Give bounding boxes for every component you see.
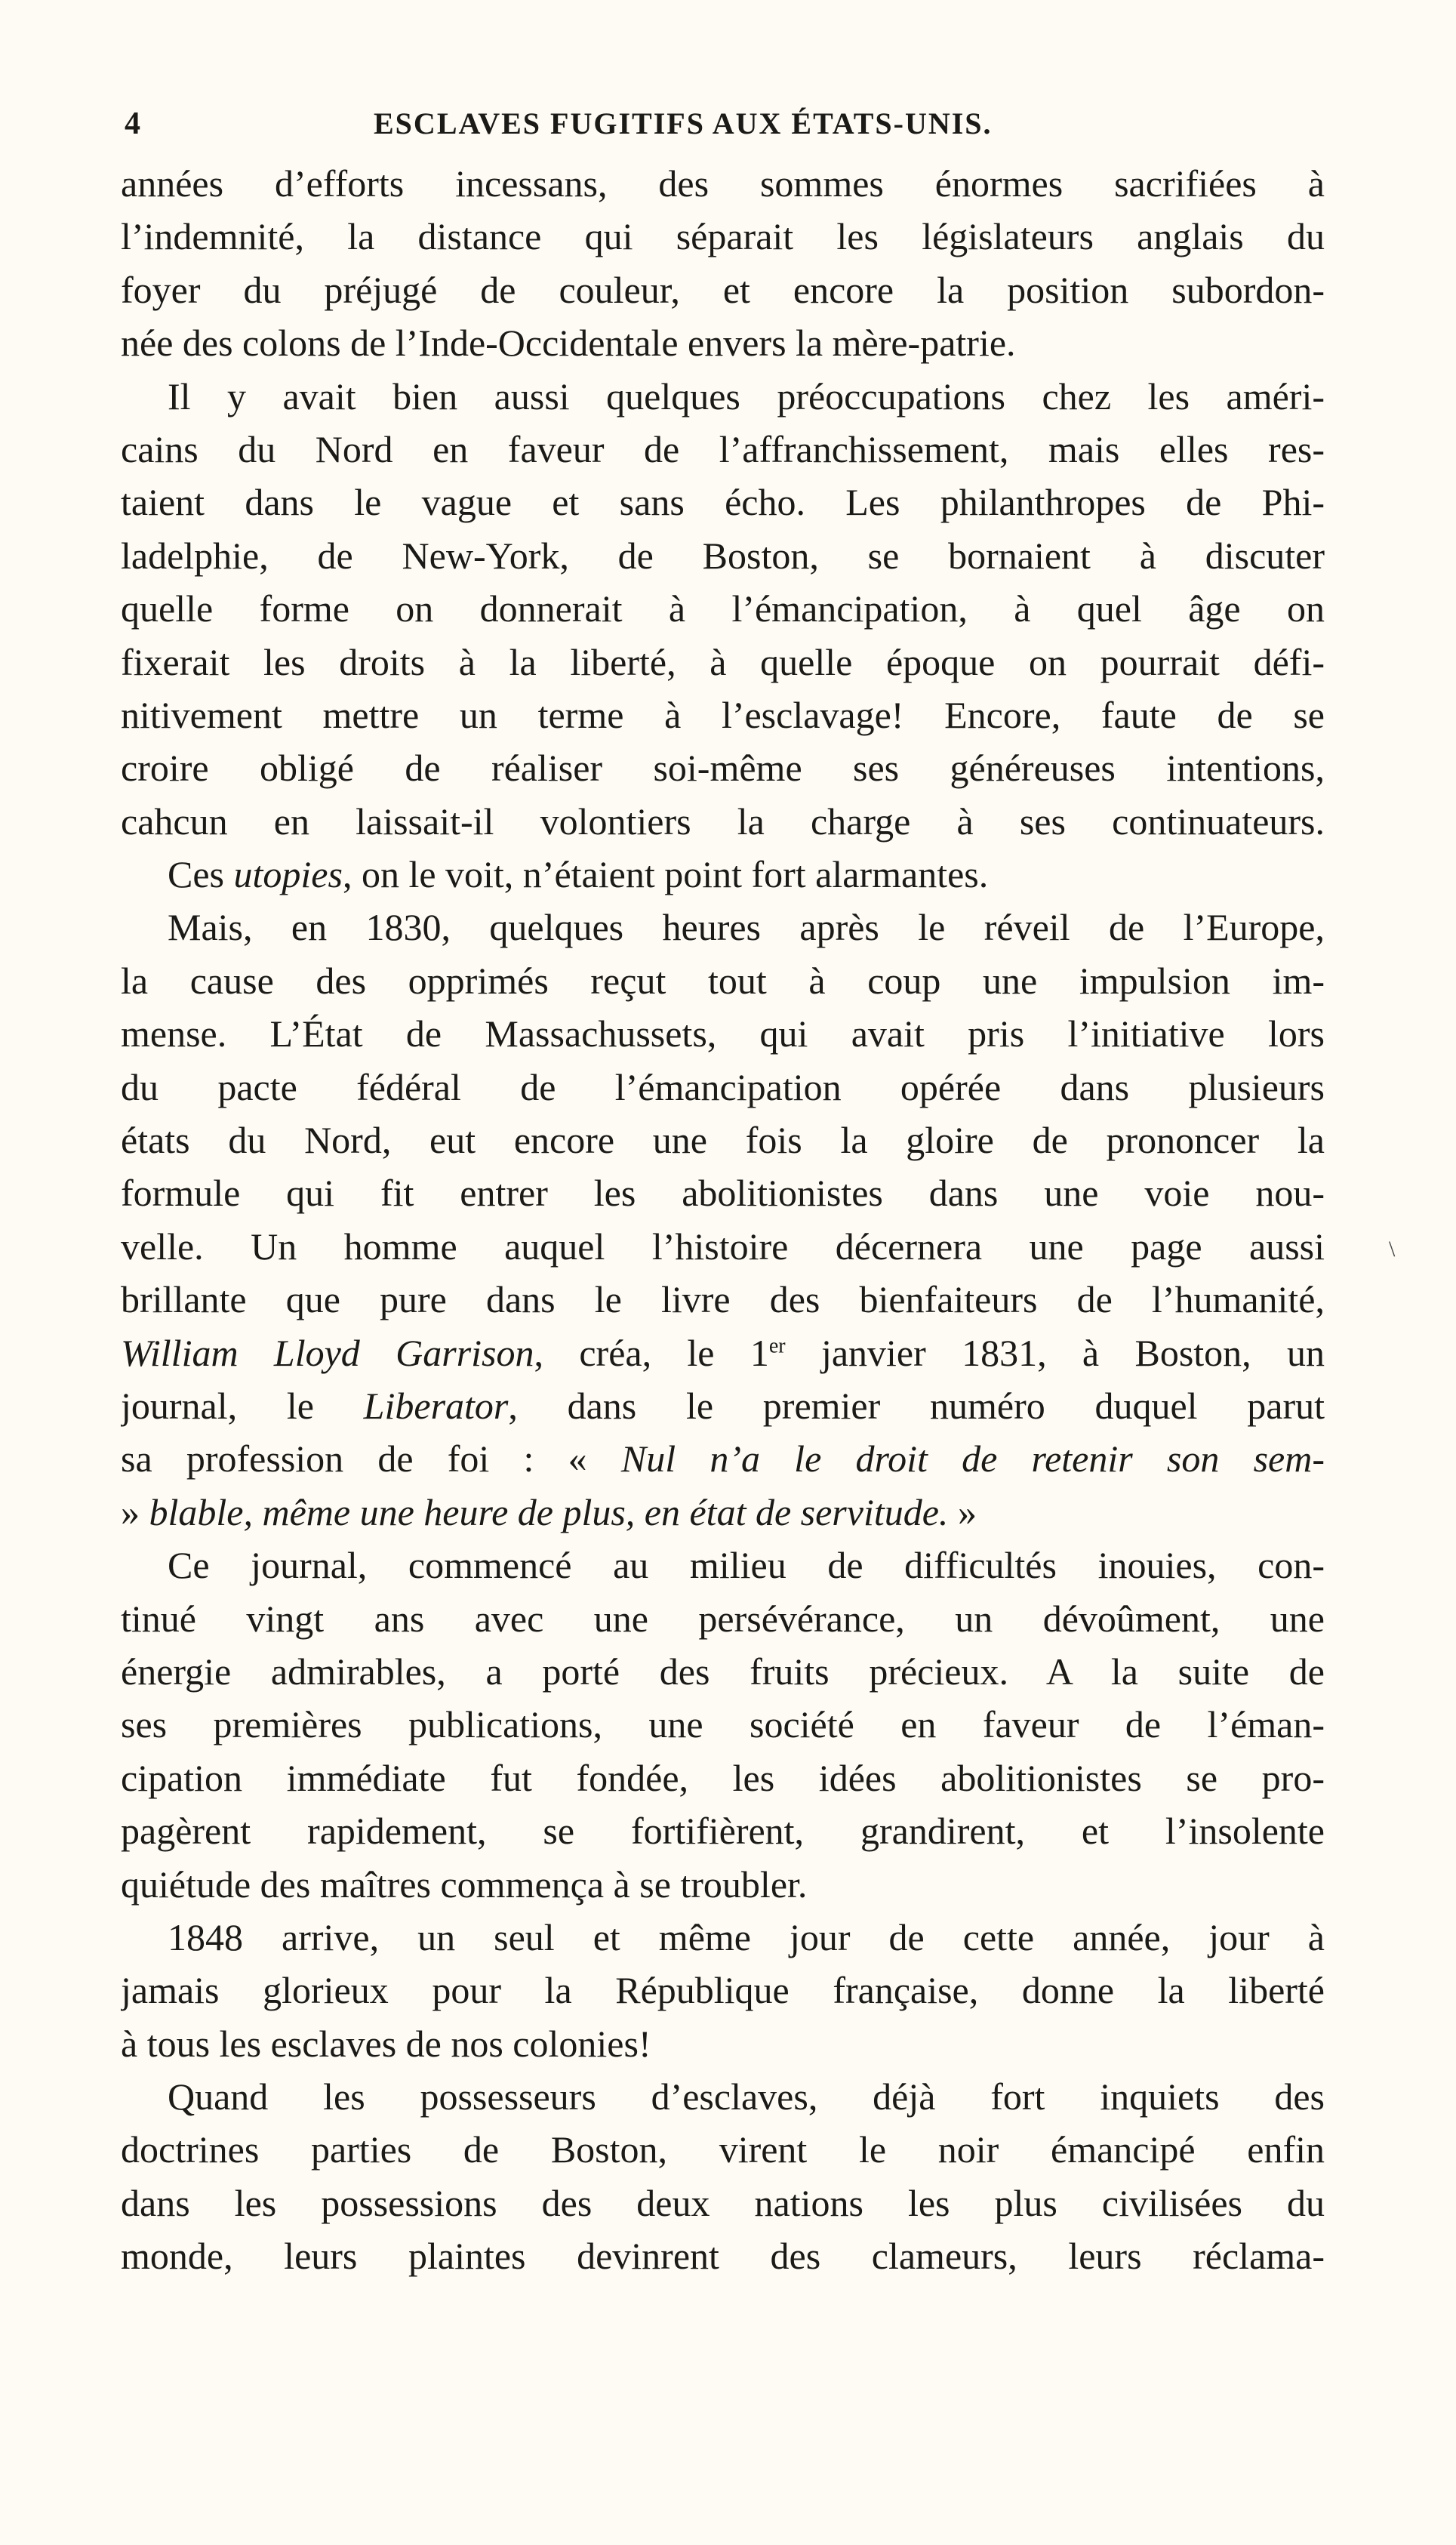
text-line: quelle forme on donnerait à l’émancipation, à quel âge on [121,587,1325,630]
text-line: née des colons de l’Inde-Occidentale envers la mère-patrie. [121,322,1016,365]
running-header [125,106,1328,151]
text-line: formule qui fit entrer les abolitionistes dans une voie nou- [121,1172,1325,1215]
text-line: Mais, en 1830, quelques heures après le réveil de l’Europe, [168,906,1325,949]
text-line: cipation immédiate fut fondée, les idées abolitionistes se pro- [121,1756,1325,1799]
text-line: sa profession de foi : « Nul n’a le droit de retenir son sem- [121,1437,1325,1480]
text-line: quiétude des maîtres commença à se troubler. [121,1863,808,1906]
page-number: 4 [125,106,141,141]
text-line: la cause des opprimés reçut tout à coup une impulsion im- [121,959,1325,1002]
text-line: fixerait les droits à la liberté, à quelle époque on pourrait défi- [121,640,1325,683]
text-line: cahcun en laissait-il volontiers la charge à ses continuateurs. [121,800,1325,843]
text-line: ses premières publications, une société en faveur de l’éman- [121,1703,1325,1746]
text-line: brillante que pure dans le livre des bienfaiteurs de l’humanité, [121,1278,1325,1321]
text-line: taient dans le vague et sans écho. Les philanthropes de Phi- [121,481,1325,524]
running-title: ESCLAVES FUGITIFS AUX ÉTATS-UNIS. [374,106,993,140]
text-line: doctrines parties de Boston, virent le noir émancipé enfin [121,2128,1325,2171]
text-line: pagèrent rapidement, se fortifièrent, grandirent, et l’insolente [121,1810,1325,1853]
text-line: monde, leurs plaintes devinrent des clameurs, leurs réclama- [121,2235,1325,2278]
text-line: 1848 arrive, un seul et même jour de cette année, jour à [168,1915,1325,1958]
text-line: » blable, même une heure de plus, en état de servitude. » [121,1490,977,1533]
text-line: jamais glorieux pour la République française, donne la liberté [121,1969,1325,2012]
text-line: Ces utopies, on le voit, n’étaient point fort alarmantes. [168,853,989,896]
text-line: croire obligé de réaliser soi-même ses généreuses intentions, [121,747,1325,790]
text-line: à tous les esclaves de nos colonies! [121,2022,651,2065]
text-line: velle. Un homme auquel l’histoire décernera une page aussi [121,1225,1325,1268]
text-line: tinué vingt ans avec une persévérance, un dévoûment, une [121,1597,1325,1640]
text-line: William Lloyd Garrison, créa, le 1er janvier 1831, à Boston, un [121,1331,1325,1374]
text-line: journal, le Liberator, dans le premier numéro duquel parut [121,1384,1325,1427]
text-line: années d’efforts incessans, des sommes énormes sacrifiées à [121,162,1325,205]
body-text [121,157,1325,2283]
text-line: du pacte fédéral de l’émancipation opérée dans plusieurs [121,1065,1325,1108]
text-line: cains du Nord en faveur de l’affranchissement, mais elles res- [121,427,1325,470]
text-line: Ce journal, commencé au milieu de difficultés inouies, con- [168,1544,1325,1587]
text-line: ladelphie, de New-York, de Boston, se bornaient à discuter [121,534,1325,577]
text-line: dans les possessions des deux nations les plus civilisées du [121,2181,1325,2224]
text-line: mense. L’État de Massachussets, qui avait pris l’initiative lors [121,1012,1325,1055]
text-line: énergie admirables, a porté des fruits précieux. A la suite de [121,1650,1325,1693]
text-line: l’indemnité, la distance qui séparait les législateurs anglais du [121,215,1325,258]
text-line: Quand les possesseurs d’esclaves, déjà fort inquiets des [168,2075,1325,2118]
text-line: états du Nord, eut encore une fois la gloire de prononcer la [121,1119,1325,1162]
text-line: nitivement mettre un terme à l’esclavage! Encore, faute de se [121,693,1325,736]
margin-mark: \ [1389,1237,1396,1262]
text-line: Il y avait bien aussi quelques préoccupations chez les améri- [168,374,1325,417]
text-line: foyer du préjugé de couleur, et encore la position subordon- [121,268,1325,311]
